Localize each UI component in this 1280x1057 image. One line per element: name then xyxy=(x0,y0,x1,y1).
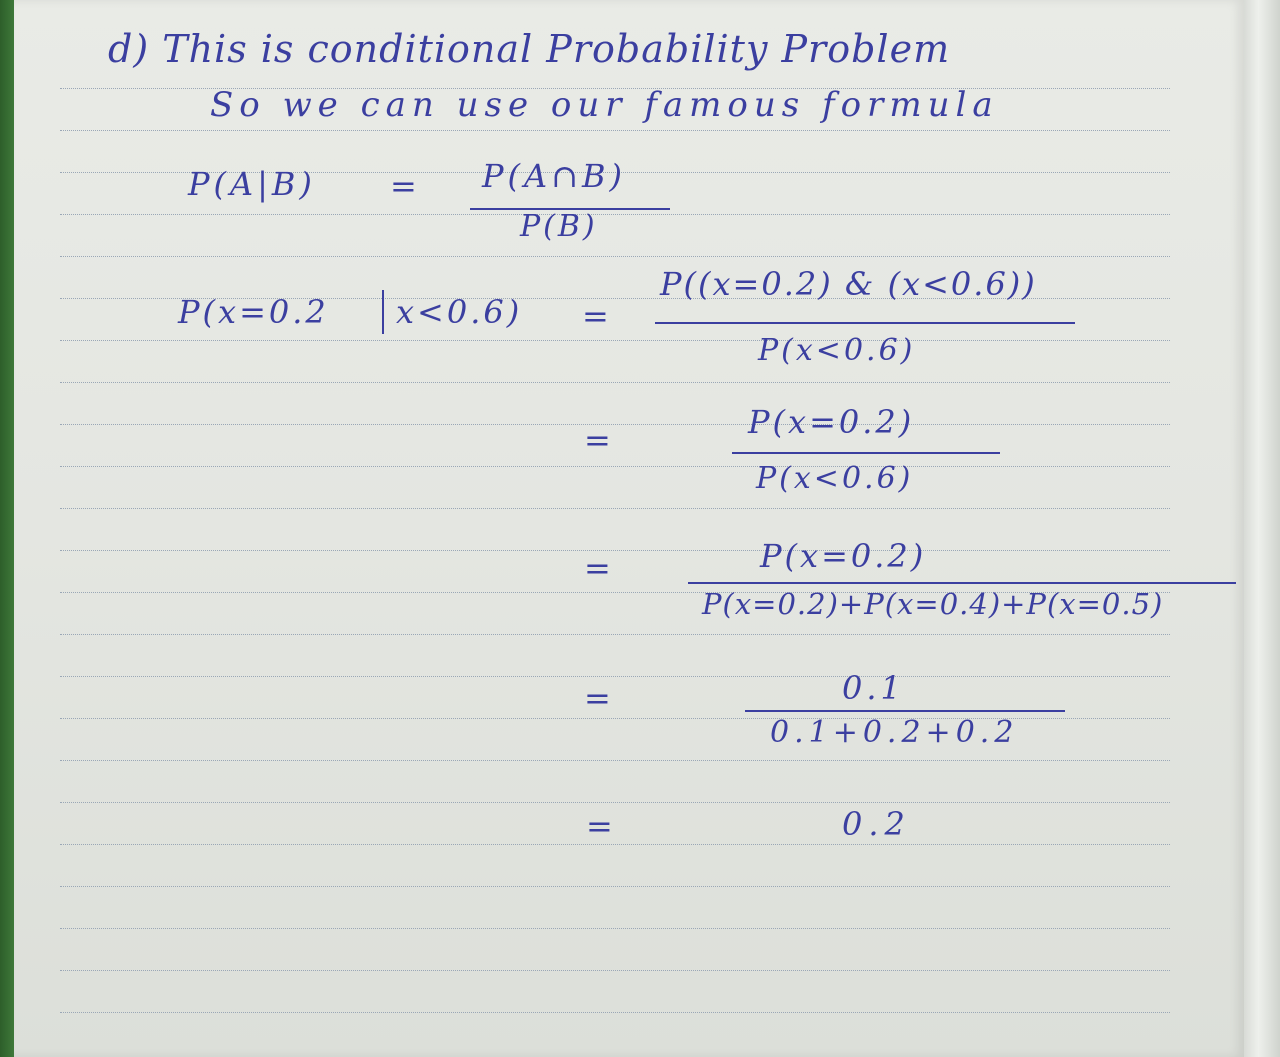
intro-line-2: So we can use our famous formula xyxy=(210,85,999,125)
step1-numerator: P((x=0.2) & (x<0.6)) xyxy=(660,265,1037,303)
step2-numerator: P(x=0.2) xyxy=(748,403,915,441)
formula-lhs: P(A|B) xyxy=(188,165,316,203)
step2-fraction-bar xyxy=(732,452,1000,454)
step2-denominator: P(x<0.6) xyxy=(756,461,914,496)
step3-equals: = xyxy=(584,549,611,587)
step4-fraction-bar xyxy=(745,710,1065,712)
result-equals: = xyxy=(586,807,613,845)
step1-equals: = xyxy=(582,297,609,335)
conditional-bar xyxy=(382,290,384,334)
step2-equals: = xyxy=(584,421,611,459)
step4-denominator: 0.1+0.2+0.2 xyxy=(770,715,1019,750)
formula-equals: = xyxy=(390,167,417,205)
step1-lhs-left: P(x=0.2 xyxy=(178,293,329,331)
step4-numerator: 0.1 xyxy=(842,669,905,707)
step3-fraction-bar xyxy=(688,582,1236,584)
step1-lhs-right: x<0.6) xyxy=(396,293,523,331)
formula-denominator: P(B) xyxy=(520,209,598,244)
intro-line-1: d) This is conditional Probability Problem xyxy=(108,27,951,71)
step1-fraction-bar xyxy=(655,322,1075,324)
step3-denominator: P(x=0.2)+P(x=0.4)+P(x=0.5) xyxy=(702,587,1164,621)
page-edge xyxy=(1244,0,1280,1057)
step4-equals: = xyxy=(584,679,611,717)
step1-denominator: P(x<0.6) xyxy=(758,333,916,368)
step3-numerator: P(x=0.2) xyxy=(760,537,927,575)
result-value: 0.2 xyxy=(842,805,911,843)
formula-numerator: P(A∩B) xyxy=(482,157,626,195)
notebook-page xyxy=(14,0,1244,1057)
